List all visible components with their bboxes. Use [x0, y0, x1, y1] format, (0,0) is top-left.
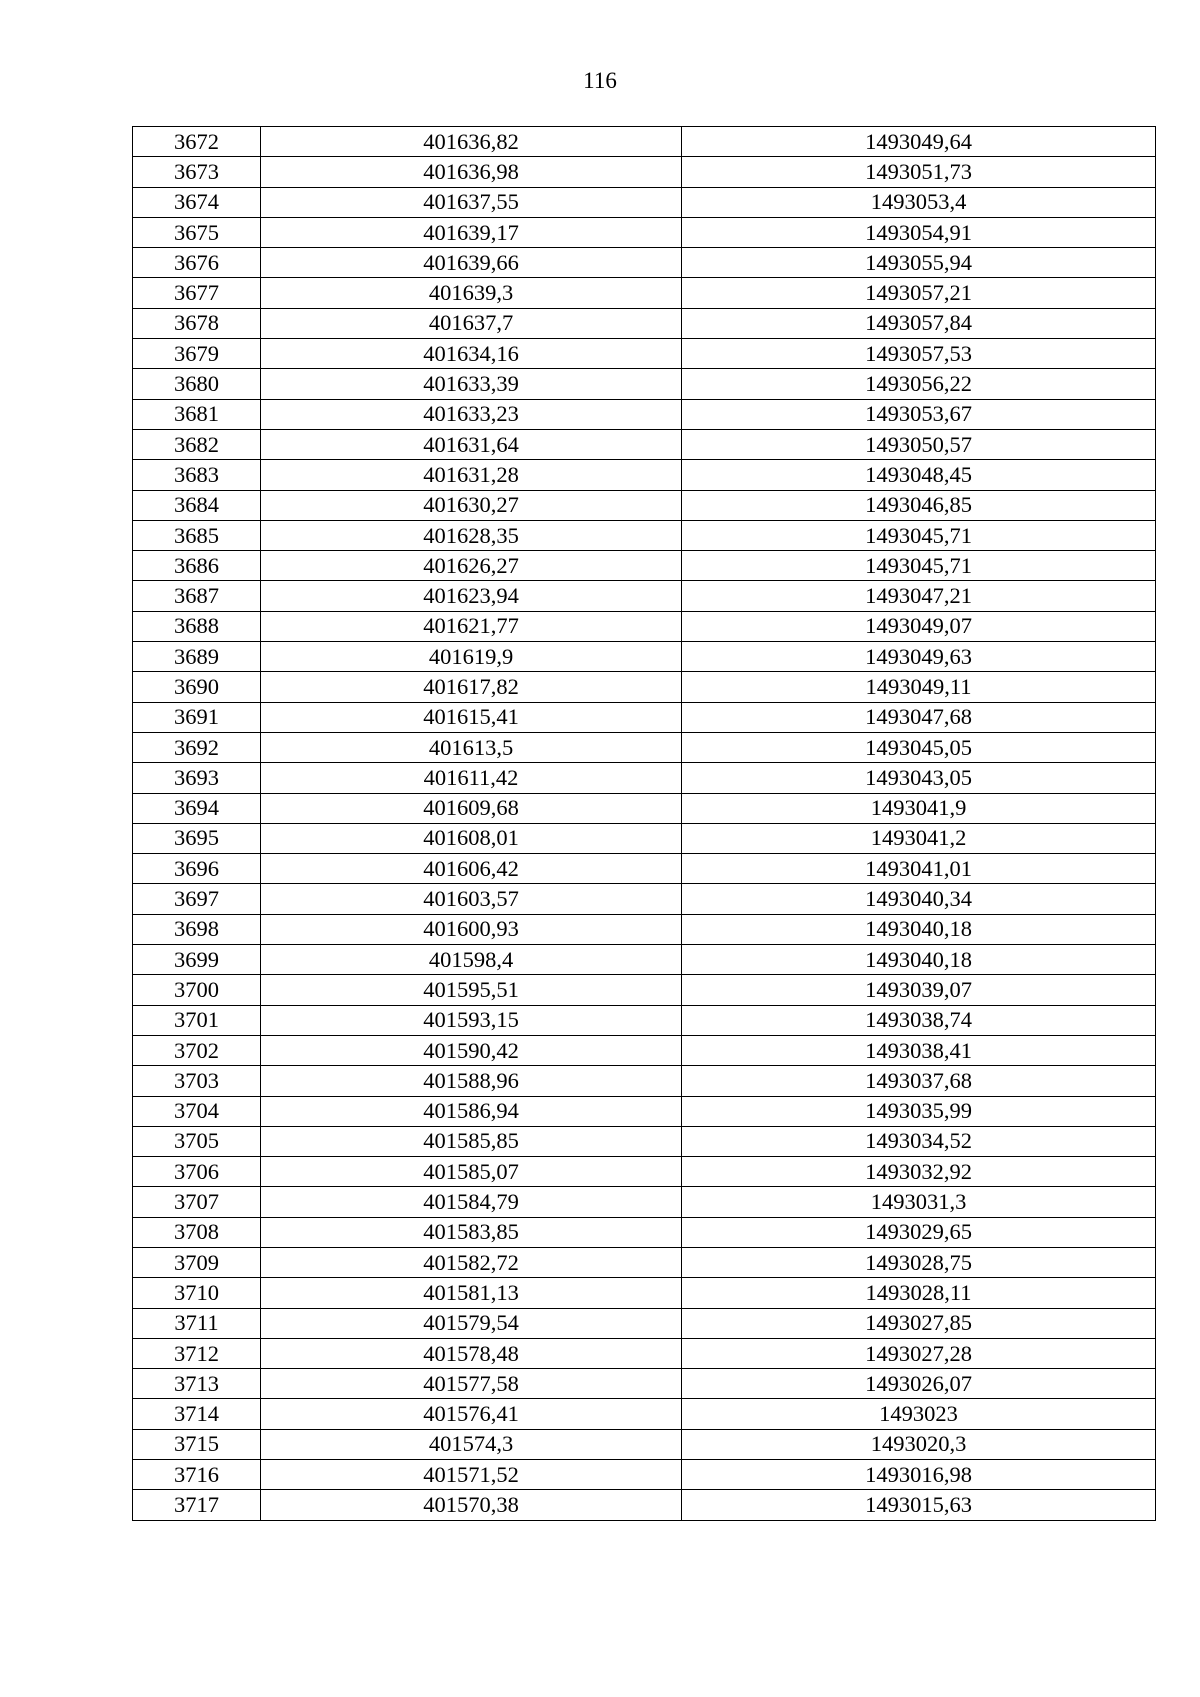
point-number-cell: 3707	[133, 1187, 261, 1217]
table-row	[133, 672, 1156, 702]
table-row	[133, 763, 1156, 793]
point-number-cell: 3690	[133, 672, 261, 702]
point-number-cell: 3677	[133, 278, 261, 308]
point-number-cell: 3691	[133, 702, 261, 732]
table-row	[133, 187, 1156, 217]
y-coordinate-cell: 1493049,63	[682, 642, 1156, 672]
y-coordinate-cell: 1493045,71	[682, 520, 1156, 550]
table-row	[133, 1308, 1156, 1338]
table-row	[133, 914, 1156, 944]
y-coordinate-cell: 1493029,65	[682, 1217, 1156, 1247]
point-number-cell: 3676	[133, 248, 261, 278]
y-coordinate-cell: 1493040,34	[682, 884, 1156, 914]
table-row	[133, 1278, 1156, 1308]
y-coordinate-cell: 1493026,07	[682, 1369, 1156, 1399]
y-coordinate-cell: 1493034,52	[682, 1126, 1156, 1156]
y-coordinate-cell: 1493020,3	[682, 1429, 1156, 1459]
point-number-cell: 3699	[133, 945, 261, 975]
table-row	[133, 1399, 1156, 1429]
x-coordinate-cell: 401590,42	[261, 1035, 682, 1065]
x-coordinate-cell: 401606,42	[261, 854, 682, 884]
x-coordinate-cell: 401611,42	[261, 763, 682, 793]
y-coordinate-cell: 1493049,07	[682, 611, 1156, 641]
y-coordinate-cell: 1493037,68	[682, 1066, 1156, 1096]
table-row	[133, 127, 1156, 157]
x-coordinate-cell: 401574,3	[261, 1429, 682, 1459]
point-number-cell: 3685	[133, 520, 261, 550]
point-number-cell: 3673	[133, 157, 261, 187]
x-coordinate-cell: 401639,17	[261, 217, 682, 247]
point-number-cell: 3711	[133, 1308, 261, 1338]
y-coordinate-cell: 1493027,85	[682, 1308, 1156, 1338]
table-row	[133, 490, 1156, 520]
y-coordinate-cell: 1493038,74	[682, 1005, 1156, 1035]
y-coordinate-cell: 1493035,99	[682, 1096, 1156, 1126]
y-coordinate-cell: 1493041,2	[682, 823, 1156, 853]
table-row	[133, 732, 1156, 762]
point-number-cell: 3714	[133, 1399, 261, 1429]
x-coordinate-cell: 401626,27	[261, 551, 682, 581]
y-coordinate-cell: 1493038,41	[682, 1035, 1156, 1065]
table-row	[133, 884, 1156, 914]
table-row	[133, 793, 1156, 823]
y-coordinate-cell: 1493047,68	[682, 702, 1156, 732]
x-coordinate-cell: 401583,85	[261, 1217, 682, 1247]
y-coordinate-cell: 1493016,98	[682, 1460, 1156, 1490]
point-number-cell: 3679	[133, 339, 261, 369]
table-row	[133, 1429, 1156, 1459]
y-coordinate-cell: 1493043,05	[682, 763, 1156, 793]
table-row	[133, 157, 1156, 187]
x-coordinate-cell: 401588,96	[261, 1066, 682, 1096]
y-coordinate-cell: 1493045,71	[682, 551, 1156, 581]
y-coordinate-cell: 1493054,91	[682, 217, 1156, 247]
x-coordinate-cell: 401593,15	[261, 1005, 682, 1035]
y-coordinate-cell: 1493055,94	[682, 248, 1156, 278]
y-coordinate-cell: 1493040,18	[682, 914, 1156, 944]
point-number-cell: 3716	[133, 1460, 261, 1490]
x-coordinate-cell: 401600,93	[261, 914, 682, 944]
point-number-cell: 3704	[133, 1096, 261, 1126]
point-number-cell: 3672	[133, 127, 261, 157]
y-coordinate-cell: 1493057,84	[682, 308, 1156, 338]
y-coordinate-cell: 1493053,4	[682, 187, 1156, 217]
point-number-cell: 3686	[133, 551, 261, 581]
y-coordinate-cell: 1493032,92	[682, 1157, 1156, 1187]
x-coordinate-cell: 401630,27	[261, 490, 682, 520]
x-coordinate-cell: 401609,68	[261, 793, 682, 823]
y-coordinate-cell: 1493056,22	[682, 369, 1156, 399]
y-coordinate-cell: 1493040,18	[682, 945, 1156, 975]
table-row	[133, 551, 1156, 581]
table-row	[133, 1035, 1156, 1065]
table-row	[133, 217, 1156, 247]
x-coordinate-cell: 401615,41	[261, 702, 682, 732]
point-number-cell: 3680	[133, 369, 261, 399]
table-row	[133, 581, 1156, 611]
x-coordinate-cell: 401634,16	[261, 339, 682, 369]
point-number-cell: 3695	[133, 823, 261, 853]
y-coordinate-cell: 1493039,07	[682, 975, 1156, 1005]
table-row	[133, 278, 1156, 308]
x-coordinate-cell: 401598,4	[261, 945, 682, 975]
table-row	[133, 308, 1156, 338]
point-number-cell: 3689	[133, 642, 261, 672]
x-coordinate-cell: 401579,54	[261, 1308, 682, 1338]
y-coordinate-cell: 1493041,9	[682, 793, 1156, 823]
y-coordinate-cell: 1493045,05	[682, 732, 1156, 762]
x-coordinate-cell: 401586,94	[261, 1096, 682, 1126]
point-number-cell: 3705	[133, 1126, 261, 1156]
x-coordinate-cell: 401603,57	[261, 884, 682, 914]
coordinates-table-body	[133, 127, 1156, 1521]
y-coordinate-cell: 1493046,85	[682, 490, 1156, 520]
point-number-cell: 3700	[133, 975, 261, 1005]
x-coordinate-cell: 401633,23	[261, 399, 682, 429]
x-coordinate-cell: 401613,5	[261, 732, 682, 762]
page-number: 116	[583, 68, 617, 93]
x-coordinate-cell: 401619,9	[261, 642, 682, 672]
table-row	[133, 1490, 1156, 1520]
point-number-cell: 3710	[133, 1278, 261, 1308]
table-row	[133, 1247, 1156, 1277]
x-coordinate-cell: 401633,39	[261, 369, 682, 399]
table-row	[133, 1066, 1156, 1096]
table-row	[133, 1096, 1156, 1126]
y-coordinate-cell: 1493027,28	[682, 1338, 1156, 1368]
y-coordinate-cell: 1493049,64	[682, 127, 1156, 157]
y-coordinate-cell: 1493047,21	[682, 581, 1156, 611]
table-row	[133, 823, 1156, 853]
x-coordinate-cell: 401595,51	[261, 975, 682, 1005]
table-row	[133, 702, 1156, 732]
x-coordinate-cell: 401585,85	[261, 1126, 682, 1156]
table-row	[133, 975, 1156, 1005]
y-coordinate-cell: 1493023	[682, 1399, 1156, 1429]
table-row	[133, 339, 1156, 369]
x-coordinate-cell: 401608,01	[261, 823, 682, 853]
table-row	[133, 611, 1156, 641]
x-coordinate-cell: 401637,7	[261, 308, 682, 338]
point-number-cell: 3697	[133, 884, 261, 914]
x-coordinate-cell: 401636,98	[261, 157, 682, 187]
point-number-cell: 3708	[133, 1217, 261, 1247]
x-coordinate-cell: 401621,77	[261, 611, 682, 641]
x-coordinate-cell: 401584,79	[261, 1187, 682, 1217]
point-number-cell: 3674	[133, 187, 261, 217]
point-number-cell: 3681	[133, 399, 261, 429]
point-number-cell: 3715	[133, 1429, 261, 1459]
x-coordinate-cell: 401577,58	[261, 1369, 682, 1399]
point-number-cell: 3688	[133, 611, 261, 641]
y-coordinate-cell: 1493050,57	[682, 429, 1156, 459]
point-number-cell: 3678	[133, 308, 261, 338]
x-coordinate-cell: 401636,82	[261, 127, 682, 157]
x-coordinate-cell: 401623,94	[261, 581, 682, 611]
x-coordinate-cell: 401582,72	[261, 1247, 682, 1277]
table-row	[133, 1369, 1156, 1399]
x-coordinate-cell: 401631,64	[261, 429, 682, 459]
y-coordinate-cell: 1493049,11	[682, 672, 1156, 702]
table-row	[133, 1338, 1156, 1368]
table-row	[133, 399, 1156, 429]
point-number-cell: 3683	[133, 460, 261, 490]
point-number-cell: 3702	[133, 1035, 261, 1065]
point-number-cell: 3712	[133, 1338, 261, 1368]
x-coordinate-cell: 401578,48	[261, 1338, 682, 1368]
y-coordinate-cell: 1493028,75	[682, 1247, 1156, 1277]
point-number-cell: 3687	[133, 581, 261, 611]
point-number-cell: 3703	[133, 1066, 261, 1096]
x-coordinate-cell: 401585,07	[261, 1157, 682, 1187]
y-coordinate-cell: 1493048,45	[682, 460, 1156, 490]
point-number-cell: 3684	[133, 490, 261, 520]
point-number-cell: 3693	[133, 763, 261, 793]
table-row	[133, 1187, 1156, 1217]
y-coordinate-cell: 1493053,67	[682, 399, 1156, 429]
table-row	[133, 1157, 1156, 1187]
table-row	[133, 248, 1156, 278]
table-row	[133, 1005, 1156, 1035]
y-coordinate-cell: 1493015,63	[682, 1490, 1156, 1520]
point-number-cell: 3675	[133, 217, 261, 247]
table-row	[133, 945, 1156, 975]
x-coordinate-cell: 401571,52	[261, 1460, 682, 1490]
table-row	[133, 1460, 1156, 1490]
point-number-cell: 3709	[133, 1247, 261, 1277]
x-coordinate-cell: 401576,41	[261, 1399, 682, 1429]
x-coordinate-cell: 401617,82	[261, 672, 682, 702]
x-coordinate-cell: 401628,35	[261, 520, 682, 550]
table-row	[133, 854, 1156, 884]
x-coordinate-cell: 401581,13	[261, 1278, 682, 1308]
y-coordinate-cell: 1493051,73	[682, 157, 1156, 187]
point-number-cell: 3682	[133, 429, 261, 459]
y-coordinate-cell: 1493031,3	[682, 1187, 1156, 1217]
point-number-cell: 3717	[133, 1490, 261, 1520]
table-row	[133, 429, 1156, 459]
point-number-cell: 3694	[133, 793, 261, 823]
y-coordinate-cell: 1493028,11	[682, 1278, 1156, 1308]
point-number-cell: 3713	[133, 1369, 261, 1399]
table-row	[133, 369, 1156, 399]
table-row	[133, 1217, 1156, 1247]
y-coordinate-cell: 1493057,53	[682, 339, 1156, 369]
x-coordinate-cell: 401570,38	[261, 1490, 682, 1520]
table-row	[133, 642, 1156, 672]
point-number-cell: 3698	[133, 914, 261, 944]
x-coordinate-cell: 401631,28	[261, 460, 682, 490]
table-row	[133, 520, 1156, 550]
point-number-cell: 3701	[133, 1005, 261, 1035]
point-number-cell: 3696	[133, 854, 261, 884]
x-coordinate-cell: 401637,55	[261, 187, 682, 217]
x-coordinate-cell: 401639,3	[261, 278, 682, 308]
x-coordinate-cell: 401639,66	[261, 248, 682, 278]
point-number-cell: 3692	[133, 732, 261, 762]
table-row	[133, 460, 1156, 490]
y-coordinate-cell: 1493041,01	[682, 854, 1156, 884]
point-number-cell: 3706	[133, 1157, 261, 1187]
y-coordinate-cell: 1493057,21	[682, 278, 1156, 308]
table-row	[133, 1126, 1156, 1156]
coordinates-table	[132, 126, 1156, 1521]
